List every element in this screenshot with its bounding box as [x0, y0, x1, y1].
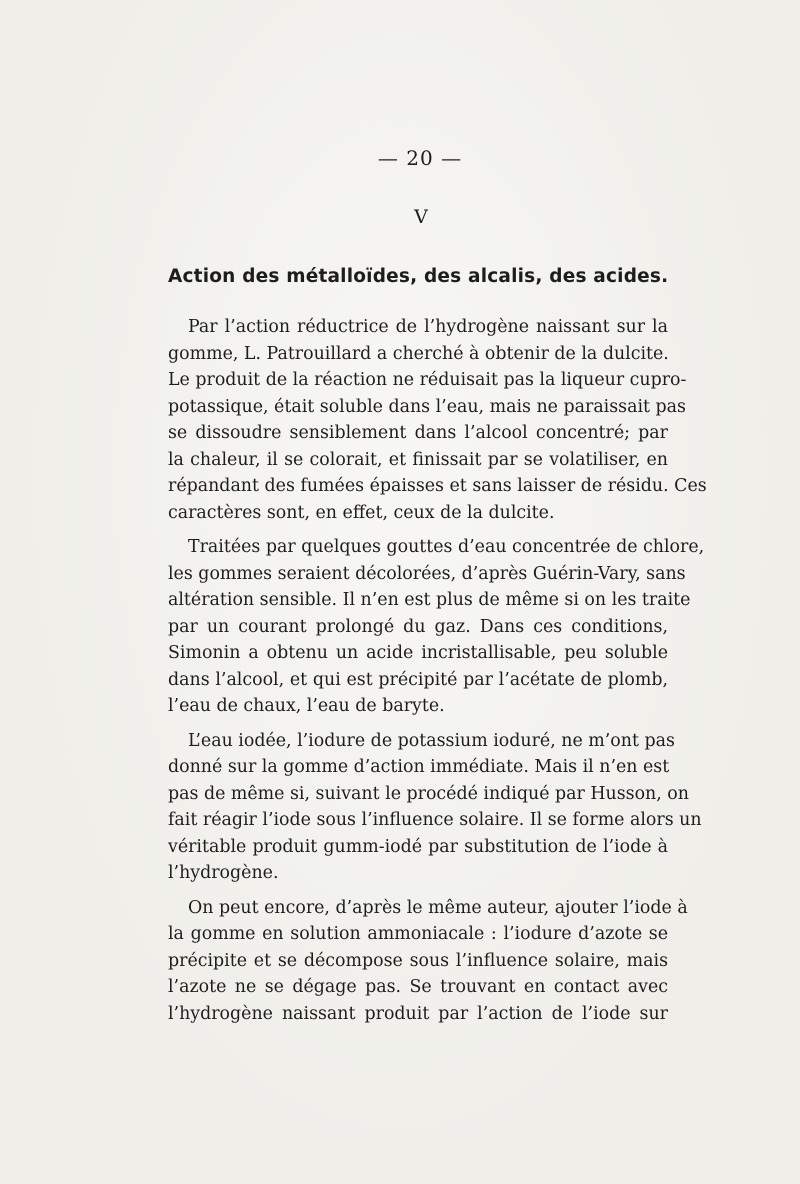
text-line: répandant des fumées épaisses et sans laisser de résidu. Ces — [168, 476, 707, 496]
page-number: — 20 — — [377, 146, 463, 170]
text-line: véritable produit gumm-iodé par substitution de l’iode à — [168, 836, 668, 857]
text-line: l’eau de chaux, l’eau de baryte. — [168, 696, 445, 716]
text-line: On peut encore, d’après le même auteur, ajouter l’iode à — [188, 897, 688, 918]
text-line: Par l’action réductrice de l’hydrogène naissant sur la — [188, 317, 668, 337]
text-line: gomme, L. Patrouillard a cherché à obtenir de la dulcite. — [168, 343, 669, 364]
text-line: la chaleur, il se colorait, et finissait par se volatiliser, en — [168, 449, 668, 470]
text-line: Simonin a obtenu un acide incristallisable, peu soluble — [168, 643, 668, 663]
text-line: par un courant prolongé du gaz. Dans ces conditions, — [168, 616, 668, 637]
text-line: précipite et se décompose sous l’influence solaire, mais — [168, 950, 668, 971]
section-numeral: V — [414, 206, 428, 228]
text-line: l’hydrogène. — [168, 863, 279, 883]
text-line: les gommes seraient décolorées, d’après Guérin-Vary, sans — [168, 563, 686, 584]
text-line: caractères sont, en effet, ceux de la dulcite. — [168, 502, 555, 523]
paragraph — [168, 534, 705, 720]
text-line: la gomme en solution ammoniacale : l’iodure d’azote se — [168, 924, 668, 944]
paragraph — [168, 895, 688, 1028]
body-text — [168, 314, 707, 1035]
text-line: se dissoudre sensiblement dans l’alcool concentré; par — [168, 423, 668, 443]
text-line: Le produit de la réaction ne réduisait pas la liqueur cupro- — [168, 370, 687, 390]
text-line: dans l’alcool, et qui est précipité par l’acétate de plomb, — [168, 669, 668, 690]
text-line: potassique, était soluble dans l’eau, mais ne paraissait pas — [168, 396, 686, 417]
section-title: Action des métalloïdes, des alcalis, des acides. — [168, 266, 669, 287]
paragraph — [168, 728, 702, 887]
text-line: fait réagir l’iode sous l’influence solaire. Il se forme alors un — [168, 810, 702, 830]
text-line: altération sensible. Il n’en est plus de même si on les traite — [168, 590, 691, 610]
text-line: l’azote ne se dégage pas. Se trouvant en contact avec — [168, 977, 668, 997]
text-line: pas de même si, suivant le procédé indiqué par Husson, on — [168, 783, 689, 804]
text-line: donné sur la gomme d’action immédiate. Mais il n’en est — [168, 757, 670, 777]
text-line: Traitées par quelques gouttes d’eau concentrée de chlore, — [188, 537, 705, 557]
paragraph — [168, 314, 707, 526]
text-line: l’hydrogène naissant produit par l’action de l’iode sur — [168, 1003, 668, 1024]
text-line: L’eau iodée, l’iodure de potassium ioduré, ne m’ont pas — [188, 730, 675, 751]
